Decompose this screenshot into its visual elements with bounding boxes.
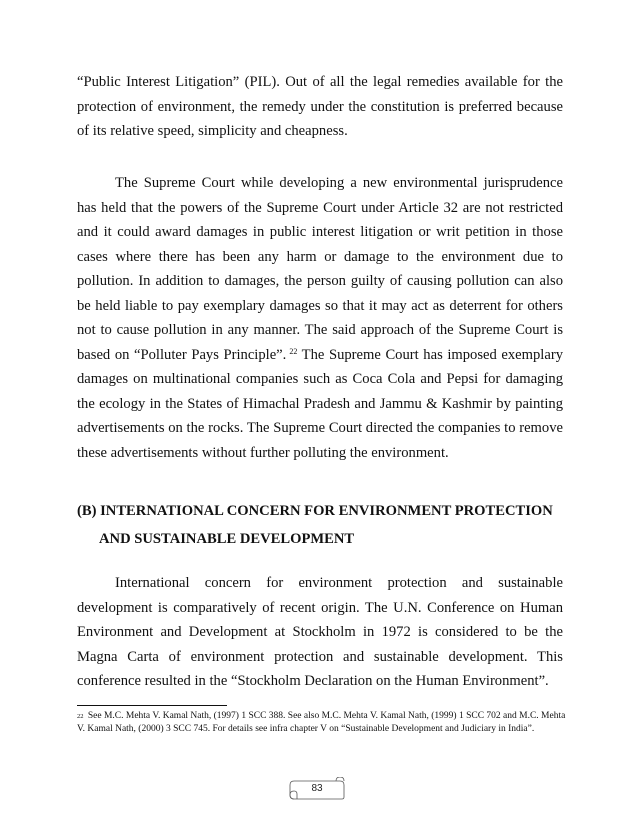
paragraph-supreme-court-text-part1: The Supreme Court while developing a new environmental jurisprudence has held that the powers of the Supreme Court under Article 32 are not restricted and it could award damages in public interest litigation or writ petition in those cases where there has been any harm or damage to the environment due to pollution. In addition to damages, the person guilty of causing pollution can also be held liable to pay exemplary damages so that it may act as deterrent for others not to cause pollution in any manner. The said approach of the Supreme Court is based on “Polluter Pays Principle”.	[77, 175, 563, 363]
section-heading-line-1: (B) INTERNATIONAL CONCERN FOR ENVIRONMENT PROTECTION	[77, 503, 553, 519]
paragraph-international-concern: International concern for environment protection and sustainable development is comparatively of recent origin. The U.N. Conference on Human Environment and Development at Stockholm in 1972 is considered to be the Magna Carta of environment protection and sustainable development. This conference resulted in the “Stockholm Declaration on the Human Environment”.	[77, 575, 563, 689]
page-number: 83	[311, 783, 323, 794]
section-heading-b	[77, 497, 577, 553]
page-number-scroll	[288, 777, 346, 801]
footnote-22	[77, 710, 567, 736]
section-heading-line-2: AND SUSTAINABLE DEVELOPMENT	[99, 531, 355, 547]
footnote-marker: 22	[77, 713, 84, 720]
footnote-text: See M.C. Mehta V. Kamal Nath, (1997) 1 SCC 388. See also M.C. Mehta V. Kamal Nath, (1999) 1 SCC 702 and M.C. Mehta V. Kamal Nath, (2000) 3 SCC 745. For details see infra chapter V on “Sustainable Development and Judiciary in India”.	[77, 711, 566, 734]
paragraph-supreme-court-text-part2: The Supreme Court has imposed exemplary damages on multinational companies such as Coca Cola and Pepsi for damaging the ecology in the States of Himachal Pradesh and Jammu & Kashmir by painting advertisements on the rocks. The Supreme Court directed the companies to remove these advertisements without further polluting the environment.	[77, 346, 563, 461]
footnote-reference-22: 22	[289, 346, 298, 356]
footnote-separator	[77, 705, 227, 706]
paragraph-pil-intro: “Public Interest Litigation” (PIL). Out of all the legal remedies available for the protection of environment, the remedy under the constitution is preferred because of its relative speed, simplicity and cheapness.	[77, 74, 563, 139]
paragraph-supreme-court	[77, 171, 563, 465]
